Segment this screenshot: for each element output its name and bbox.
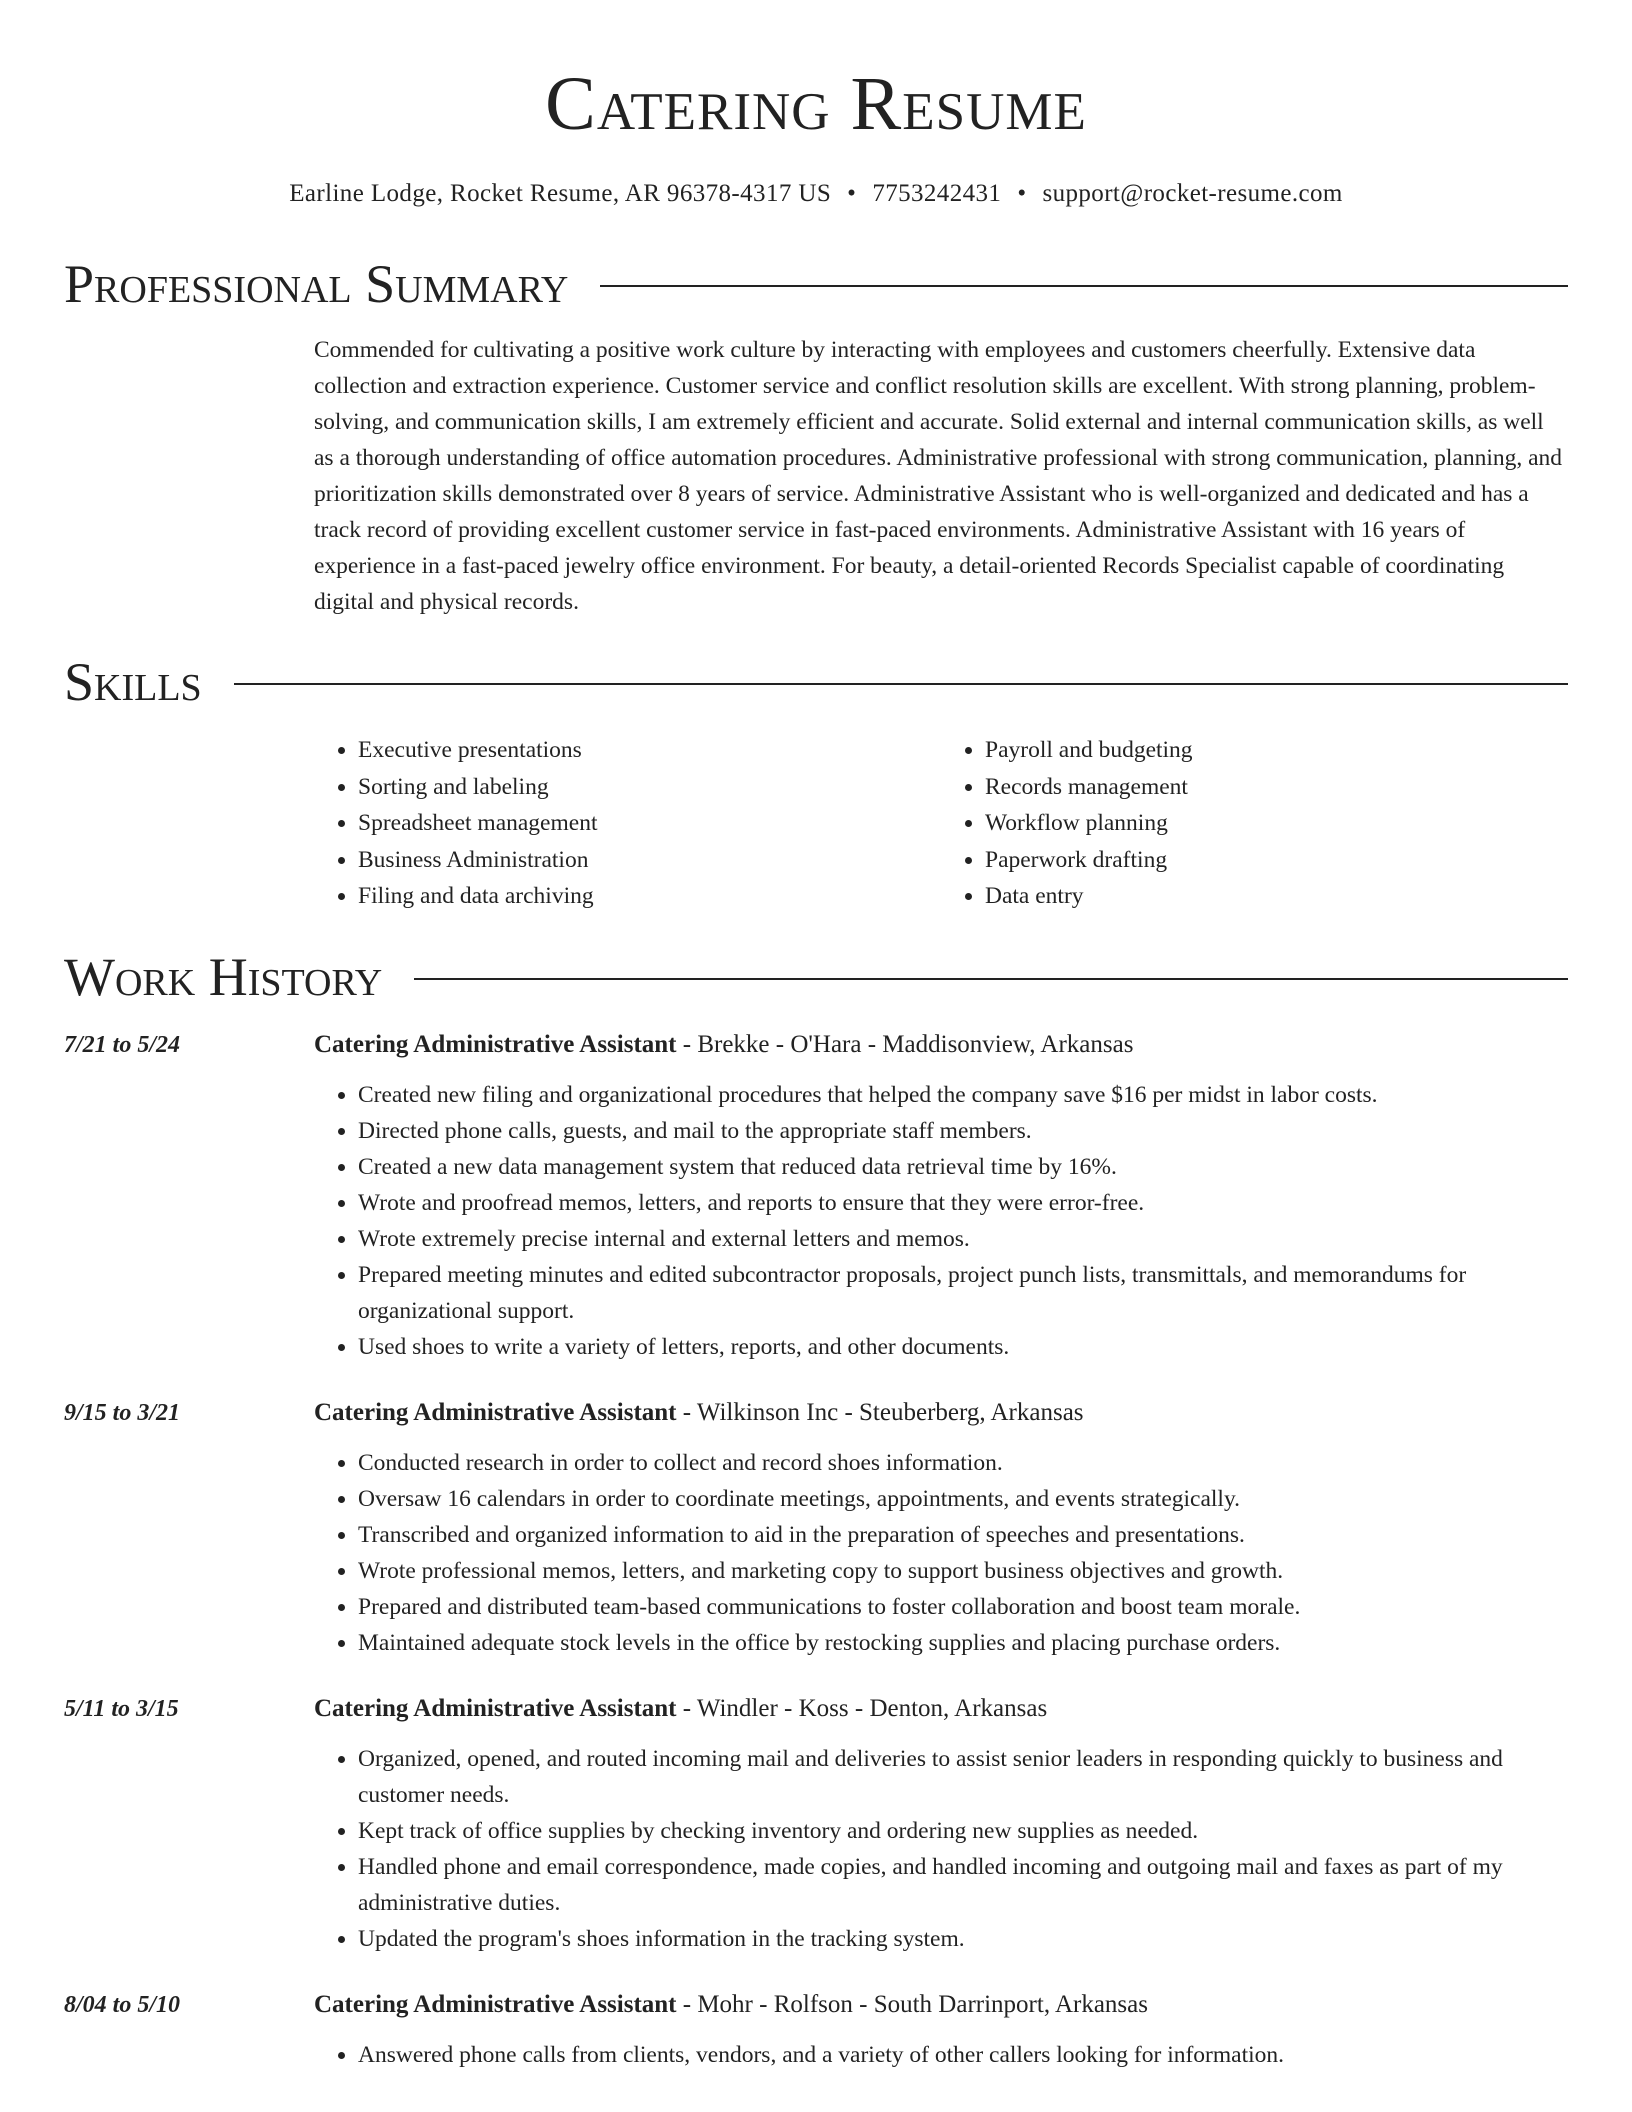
contact-line <box>64 180 1568 208</box>
skill-item: • Workflow planning <box>985 805 1568 842</box>
job-bullet: • Prepared meeting minutes and edited subcontractor proposals, project punch lists, transmittals, and memorandums for organizational support. <box>358 1257 1568 1329</box>
job-bullet-list <box>314 2037 1568 2073</box>
job-body <box>314 1027 1568 1365</box>
contact-address: Earline Lodge, Rocket Resume, AR 96378-4317 US <box>289 180 832 207</box>
job-bullet: • Maintained adequate stock levels in the office by restocking supplies and placing purchase orders. <box>358 1625 1568 1661</box>
contact-email: support@rocket-resume.com <box>1042 180 1343 207</box>
contact-phone: 7753242431 <box>872 180 1002 207</box>
job-entry <box>64 1027 1568 1365</box>
section-divider <box>414 978 1568 980</box>
job-bullet: • Wrote professional memos, letters, and marketing copy to support business objectives and growth. <box>358 1553 1568 1589</box>
job-bullet: • Kept track of office supplies by checking inventory and ordering new supplies as needed. <box>358 1813 1568 1849</box>
skill-item: • Executive presentations <box>358 732 941 769</box>
skills-grid <box>314 732 1568 915</box>
job-dates: 9/15 to 3/21 <box>64 1399 181 1426</box>
job-title: Catering Administrative Assistant <box>314 1990 677 2018</box>
skill-item: • Paperwork drafting <box>985 842 1568 879</box>
job-bullet: • Transcribed and organized information to aid in the preparation of speeches and presentations. <box>358 1517 1568 1553</box>
job-body <box>314 1395 1568 1661</box>
job-bullet: • Answered phone calls from clients, vendors, and a variety of other callers looking for information. <box>358 2037 1568 2073</box>
job-bullet: • Created a new data management system that reduced data retrieval time by 16%. <box>358 1149 1568 1185</box>
skill-item: • Spreadsheet management <box>358 805 941 842</box>
contact-separator: • <box>847 180 857 207</box>
job-title: Catering Administrative Assistant <box>314 1694 677 1722</box>
job-employer: - Brekke - O'Hara - Maddisonview, Arkansas <box>676 1030 1134 1058</box>
contact-separator: • <box>1017 180 1027 207</box>
section-divider <box>234 683 1568 685</box>
job-bullet: • Used shoes to write a variety of letters, reports, and other documents. <box>358 1329 1568 1365</box>
work-section-title: Work History <box>64 946 383 1007</box>
job-heading <box>314 1691 1568 1727</box>
skill-item: • Sorting and labeling <box>358 769 941 806</box>
job-heading <box>314 1987 1568 2023</box>
job-title: Catering Administrative Assistant <box>314 1398 677 1426</box>
job-body <box>314 1987 1568 2073</box>
job-bullet: • Wrote and proofread memos, letters, and reports to ensure that they were error-free. <box>358 1185 1568 1221</box>
job-bullet: • Prepared and distributed team-based communications to foster collaboration and boost team morale. <box>358 1589 1568 1625</box>
job-bullet: • Conducted research in order to collect and record shoes information. <box>358 1445 1568 1481</box>
skills-column-left <box>314 732 941 915</box>
skills-section-title: Skills <box>64 652 202 712</box>
summary-section-title: Professional Summary <box>64 254 569 314</box>
job-heading <box>314 1027 1568 1063</box>
job-title: Catering Administrative Assistant <box>314 1030 677 1058</box>
skill-item: • Payroll and budgeting <box>985 732 1568 769</box>
job-bullet: • Directed phone calls, guests, and mail to the appropriate staff members. <box>358 1113 1568 1149</box>
skill-item: • Business Administration <box>358 842 941 879</box>
summary-section-header <box>64 252 1568 316</box>
job-employer: - Mohr - Rolfson - South Darrinport, Arkansas <box>676 1990 1148 2018</box>
job-entry <box>64 1987 1568 2073</box>
summary-text: Commended for cultivating a positive work culture by interacting with employees and customers cheerfully. Extensive data collection and extraction experience. Customer service and conflict resolution skills are excellent. With strong planning, problem-solving, and communication skills, I am extremely efficient and accurate. Solid external and internal communication skills, as well as a thorough understanding of office automation procedures. Administrative professional with strong communication, planning, and prioritization skills demonstrated over 8 years of service. Administrative Assistant who is well-organized and dedicated and has a track record of providing excellent customer service in fast-paced environments. Administrative Assistant with 16 years of experience in a fast-paced jewelry office environment. For beauty, a detail-oriented Records Specialist capable of coordinating digital and physical records. <box>314 337 1563 615</box>
job-bullet: • Organized, opened, and routed incoming mail and deliveries to assist senior leaders in responding quickly to business and customer needs. <box>358 1741 1568 1813</box>
skills-column-right <box>941 732 1568 915</box>
job-dates: 8/04 to 5/10 <box>64 1991 181 2018</box>
job-body <box>314 1691 1568 1957</box>
job-bullet-list <box>314 1077 1568 1365</box>
job-entry <box>64 1395 1568 1661</box>
job-bullet-list <box>314 1445 1568 1661</box>
job-dates: 5/11 to 3/15 <box>64 1695 179 1722</box>
job-bullet: • Updated the program's shoes information in the tracking system. <box>358 1921 1568 1957</box>
job-bullet: • Wrote extremely precise internal and external letters and memos. <box>358 1221 1568 1257</box>
skill-item: • Records management <box>985 769 1568 806</box>
job-bullet: • Oversaw 16 calendars in order to coordinate meetings, appointments, and events strategically. <box>358 1481 1568 1517</box>
job-employer: - Wilkinson Inc - Steuberberg, Arkansas <box>676 1398 1084 1426</box>
resume-name: Catering Resume <box>545 62 1087 146</box>
job-heading <box>314 1395 1568 1431</box>
skills-section-header <box>64 650 1568 714</box>
job-bullet-list <box>314 1741 1568 1957</box>
job-bullet: • Created new filing and organizational procedures that helped the company save $16 per midst in labor costs. <box>358 1077 1568 1113</box>
skill-item: • Filing and data archiving <box>358 878 941 915</box>
section-divider <box>600 285 1568 287</box>
job-employer: - Windler - Koss - Denton, Arkansas <box>676 1694 1048 1722</box>
skill-item: • Data entry <box>985 878 1568 915</box>
work-section-header <box>64 945 1568 1009</box>
job-entry <box>64 1691 1568 1957</box>
job-dates: 7/21 to 5/24 <box>64 1031 181 1058</box>
job-bullet: • Handled phone and email correspondence, made copies, and handled incoming and outgoing mail and faxes as part of my administrative duties. <box>358 1849 1568 1921</box>
